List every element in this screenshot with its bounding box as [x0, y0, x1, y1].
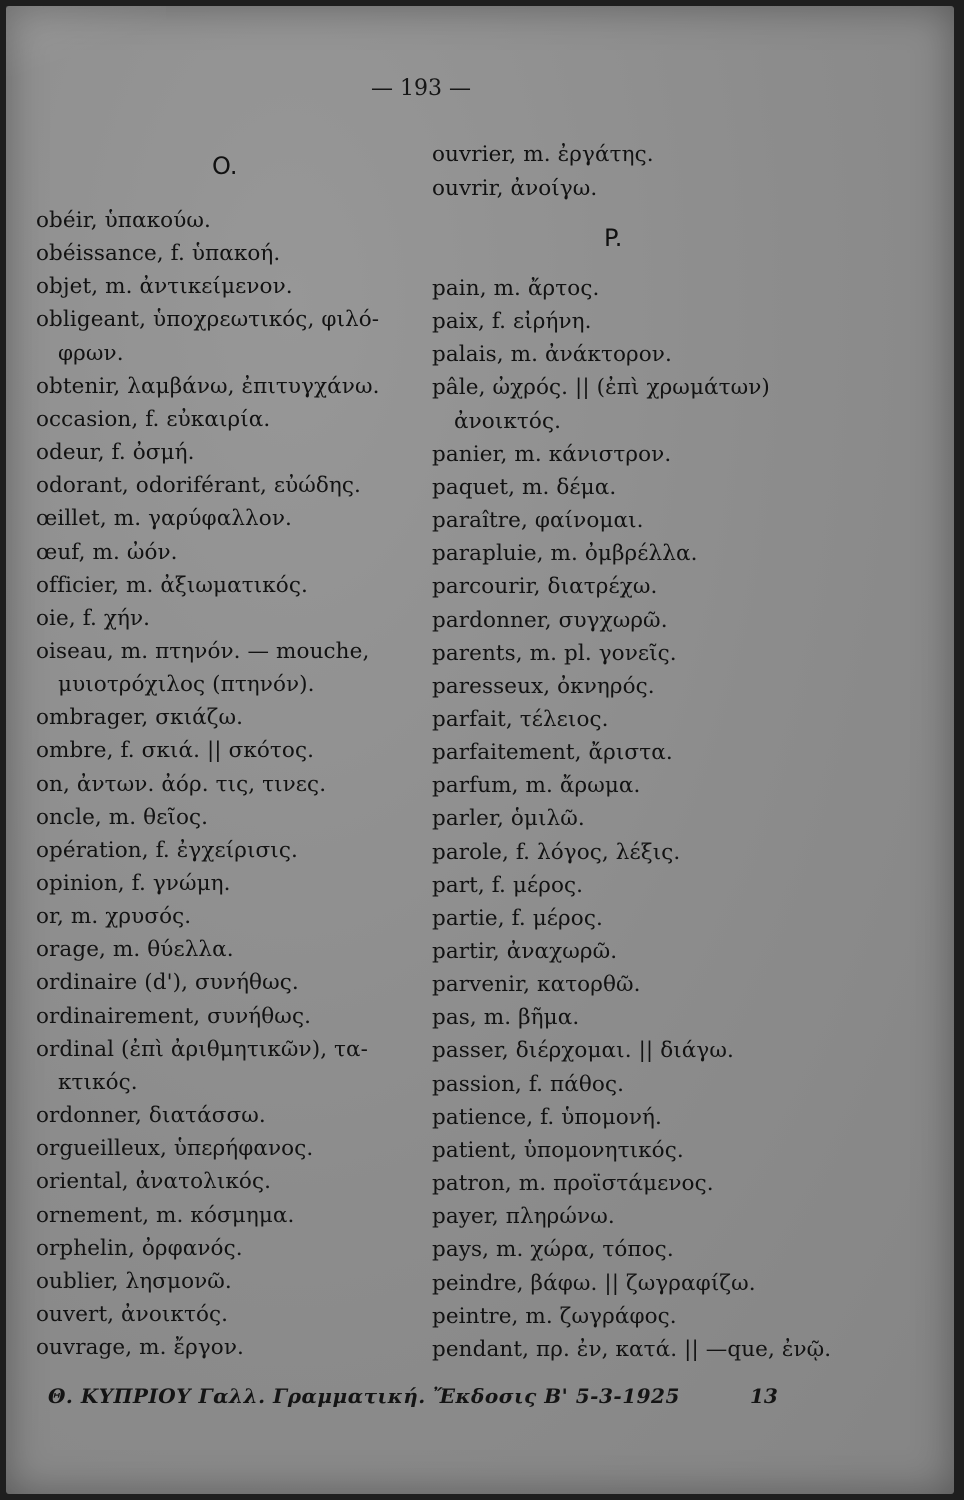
- dictionary-entry: pâle, ὠχρός. || (ἐπὶ χρωμάτων): [432, 375, 770, 401]
- dictionary-entry: pardonner, συγχωρῶ.: [432, 607, 668, 633]
- dictionary-entry: obligeant, ὑποχρεωτικός, φιλό-: [36, 307, 380, 333]
- page-footer: [26, 1384, 926, 1414]
- dictionary-entry: parvenir, κατορθῶ.: [432, 972, 641, 998]
- entry-continuation: ἀνοικτός.: [454, 408, 562, 434]
- dictionary-entry: ordinairement, συνήθως.: [36, 1003, 312, 1029]
- dictionary-entry: orgueilleux, ὑπερήφανος.: [36, 1136, 314, 1162]
- dictionary-entry: ordinal (ἐπὶ ἀριθμητικῶν), τα-: [36, 1036, 369, 1062]
- dictionary-entry: partie, f. μέρος.: [432, 905, 603, 931]
- entry-continuation: μυιοτρόχιλος (πτηνόν).: [58, 672, 315, 698]
- dictionary-entry: obéir, ὑπακούω.: [36, 208, 211, 233]
- entry-continuation: κτικός.: [58, 1069, 138, 1095]
- dictionary-entry: panier, m. κάνιστρον.: [432, 441, 672, 467]
- dictionary-entry: oie, f. χήν.: [36, 605, 151, 631]
- dictionary-entry: paraître, φαίνομαι.: [432, 508, 644, 534]
- dictionary-entry: orphelin, ὀρφανός.: [36, 1235, 243, 1261]
- section-letter-o: O.: [212, 152, 238, 180]
- dictionary-entry: odeur, f. ὀσμή.: [36, 440, 195, 466]
- dictionary-entry: paquet, m. δέμα.: [432, 474, 617, 500]
- dictionary-entry: œillet, m. γαρύφαλλον.: [36, 506, 292, 532]
- dictionary-entry: oncle, m. θεῖος.: [36, 804, 209, 830]
- dictionary-entry: patient, ὑπομονητικός.: [432, 1137, 684, 1163]
- dictionary-entry: palais, m. ἀνάκτορον.: [432, 342, 672, 368]
- dictionary-entry: œuf, m. ὠόν.: [36, 539, 178, 565]
- dictionary-entry: opération, f. ἐγχείρισις.: [36, 837, 298, 863]
- dictionary-entry: ornement, m. κόσμημα.: [36, 1202, 295, 1228]
- dictionary-entry: ouvrir, ἀνοίγω.: [432, 176, 598, 201]
- dictionary-entry: oiseau, m. πτηνόν. — mouche,: [36, 638, 370, 664]
- book-page: [6, 6, 954, 1494]
- dictionary-entry: paix, f. εἰρήνη.: [432, 309, 592, 335]
- dictionary-entry: occasion, f. εὐκαιρία.: [36, 406, 271, 432]
- dictionary-entry: patron, m. προϊστάμενος.: [432, 1171, 714, 1197]
- page-number: — 193 —: [371, 76, 471, 101]
- page-crease: [6, 6, 166, 76]
- dictionary-entry: partir, ἀναχωρῶ.: [432, 939, 618, 964]
- dictionary-entry: ouvrier, m. ἐργάτης.: [432, 142, 654, 167]
- dictionary-entry: parler, ὁμιλῶ.: [432, 806, 585, 832]
- footer-imprint: Θ. ΚΥΠΡΙΟΥ Γαλλ. Γραμματική. Ἔκδοσις Β' 5-3-1925: [48, 1384, 680, 1408]
- dictionary-entry: passion, f. πάθος.: [432, 1071, 625, 1097]
- dictionary-entry: parfait, τέλειος.: [432, 706, 609, 732]
- entry-continuation: φρων.: [58, 340, 124, 366]
- dictionary-entry: officier, m. ἀξιωματικός.: [36, 572, 308, 598]
- signature-mark: 13: [750, 1384, 778, 1408]
- dictionary-entry: patience, f. ὑπομονή.: [432, 1104, 662, 1130]
- dictionary-entry: or, m. χρυσός.: [36, 904, 192, 930]
- dictionary-entry: pas, m. βῆμα.: [432, 1005, 580, 1031]
- dictionary-entry: passer, διέρχομαι. || διάγω.: [432, 1038, 734, 1064]
- dictionary-entry: payer, πληρώνω.: [432, 1204, 615, 1230]
- dictionary-entry: ouvrage, m. ἔργον.: [36, 1335, 244, 1361]
- dictionary-entry: part, f. μέρος.: [432, 872, 584, 898]
- dictionary-entry: on, ἀντων. ἀόρ. τις, τινες.: [36, 771, 327, 797]
- dictionary-entry: peindre, βάφω. || ζωγραφίζω.: [432, 1270, 756, 1296]
- section-letter-p: P.: [604, 224, 623, 252]
- dictionary-entry: obtenir, λαμβάνω, ἐπιτυγχάνω.: [36, 373, 380, 399]
- dictionary-entry: oublier, λησμονῶ.: [36, 1268, 232, 1294]
- dictionary-entry: parfaitement, ἄριστα.: [432, 740, 673, 766]
- dictionary-entry: ordonner, διατάσσω.: [36, 1103, 266, 1129]
- dictionary-entry: ordinaire (d'), συνήθως.: [36, 970, 299, 996]
- dictionary-entry: parfum, m. ἄρωμα.: [432, 773, 641, 799]
- dictionary-entry: objet, m. ἀντικείμενον.: [36, 274, 293, 300]
- dictionary-entry: parcourir, διατρέχω.: [432, 574, 658, 600]
- dictionary-entry: orage, m. θύελλα.: [36, 937, 234, 963]
- dictionary-entry: odorant, odoriférant, εὐώδης.: [36, 473, 361, 499]
- dictionary-entry: peintre, m. ζωγράφος.: [432, 1303, 677, 1329]
- dictionary-entry: parents, m. pl. γονεῖς.: [432, 640, 677, 666]
- dictionary-entry: pays, m. χώρα, τόπος.: [432, 1237, 674, 1263]
- dictionary-entry: paresseux, ὀκνηρός.: [432, 673, 655, 699]
- dictionary-entry: pain, m. ἄρτος.: [432, 276, 600, 301]
- dictionary-entry: pendant, πρ. ἐν, κατά. || —que, ἐνῷ.: [432, 1336, 832, 1362]
- dictionary-entry: parapluie, m. ὀμβρέλλα.: [432, 541, 698, 567]
- dictionary-entry: ombrager, σκιάζω.: [36, 705, 244, 731]
- dictionary-entry: oriental, ἀνατολικός.: [36, 1169, 272, 1195]
- dictionary-entry: ombre, f. σκιά. || σκότος.: [36, 738, 315, 764]
- dictionary-entry: parole, f. λόγος, λέξις.: [432, 839, 681, 865]
- dictionary-entry: obéissance, f. ὑπακοή.: [36, 241, 281, 267]
- dictionary-entry: opinion, f. γνώμη.: [36, 871, 231, 896]
- dictionary-entry: ouvert, ἀνοικτός.: [36, 1301, 229, 1327]
